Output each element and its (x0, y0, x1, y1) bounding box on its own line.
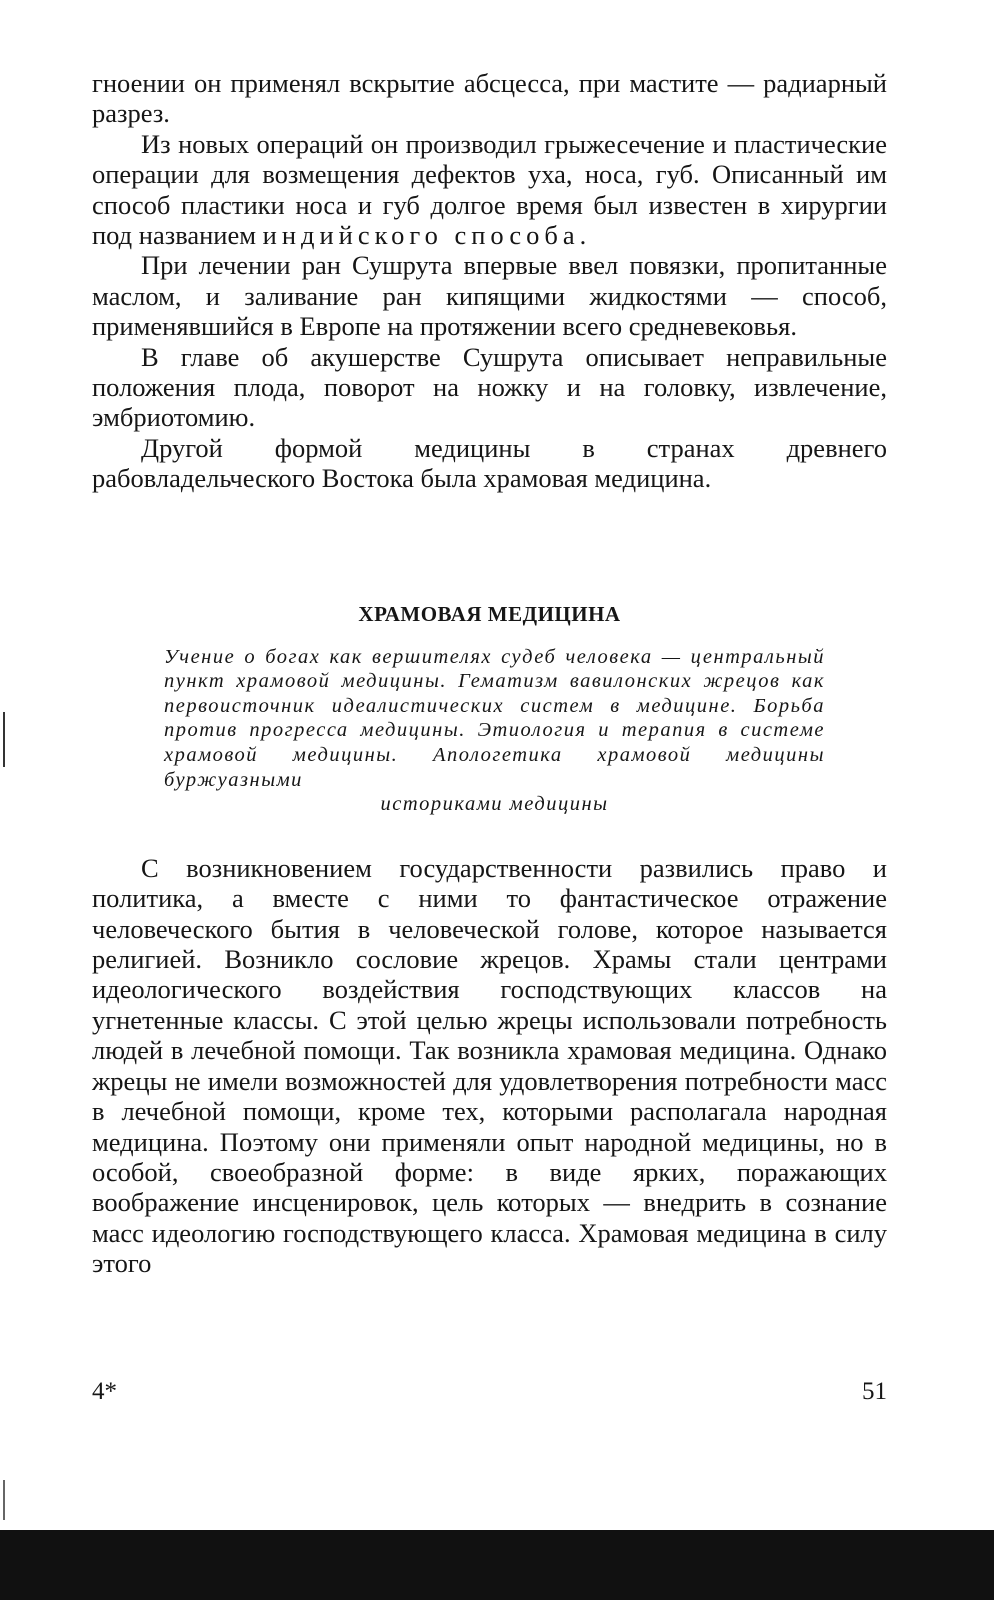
margin-scan-mark-lower (3, 1480, 5, 1520)
section-title: ХРАМОВАЯ МЕДИЦИНА (358, 601, 621, 626)
signature-mark: 4* (92, 1378, 117, 1405)
page-number: 51 (862, 1378, 887, 1405)
margin-scan-mark (3, 712, 5, 767)
section-abstract (92, 645, 887, 817)
paragraph-2 (92, 129, 887, 251)
paragraph-5 (92, 433, 887, 494)
paragraph-text: Из новых операций он производил грыжесечение и пластические операции для возмещения дефектов уха, носа, губ. Описанный им способ пластики носа и губ долгое время был известен в хирургии под названием (92, 128, 887, 251)
paragraph-text: С возникновением государственности развились право и политика, а вместе с ними то фантастическое отражение человеческого бытия в человеческой голове, которое называется религией. Возникло сословие жрецов. Храмы стали центрами идеологического воздействия господствующих классов на угнетенные классы. С этой целью жрецы использовали потребность людей в лечебной помощи. Так возникла храмовая медицина. Однако жрецы не имели возможностей для удовлетворения потребности масс в лечебной помощи, кроме тех, которыми располагала народная медицина. Поэтому они применяли опыт народной медицины, но в особой, своеобразной форме: в виде ярких, поражающих воображение инсценировок, цель которых — внедрить в сознание масс идеологию господствующего класса. Храмовая медицина в силу этого (92, 852, 887, 1279)
paragraph-3 (92, 250, 887, 341)
scan-bottom-edge (0, 1530, 994, 1600)
body-paragraph (92, 853, 887, 1279)
abstract-text: Учение о богах как вершителях судеб человека — центральный пункт храмовой медицины. Гематизм вавилонских жрецов как первоисточник идеалистических систем в медицине. Борьба против прогресса медицины. Этиология и терапия в системе храмовой медицины. Апологетика храмовой медицины буржуазными (164, 645, 825, 791)
abstract-last-line: историками медицины (380, 793, 609, 816)
paragraph-text: При лечении ран Сушрута впервые ввел повязки, пропитанные маслом, и заливание ран кипящими жидкостями — способ, применявшийся в Европе на протяжении всего средневековья. (92, 250, 887, 342)
paragraph-1 (92, 68, 887, 129)
paragraph-text: гноении он применял вскрытие абсцесса, при мастите — радиарный разрез. (92, 68, 887, 129)
paragraph-text: В главе об акушерстве Сушрута описывает неправильные положения плода, поворот на ножку и на головку, извлечение, эмбриотомию. (92, 341, 887, 433)
paragraph-text: Другой формой медицины в странах древнего рабовладельческого Востока была храмовая медицина. (92, 432, 887, 494)
page-content (92, 68, 887, 1279)
spaced-emphasis: индийского способа. (262, 220, 592, 251)
paragraph-4 (92, 342, 887, 433)
